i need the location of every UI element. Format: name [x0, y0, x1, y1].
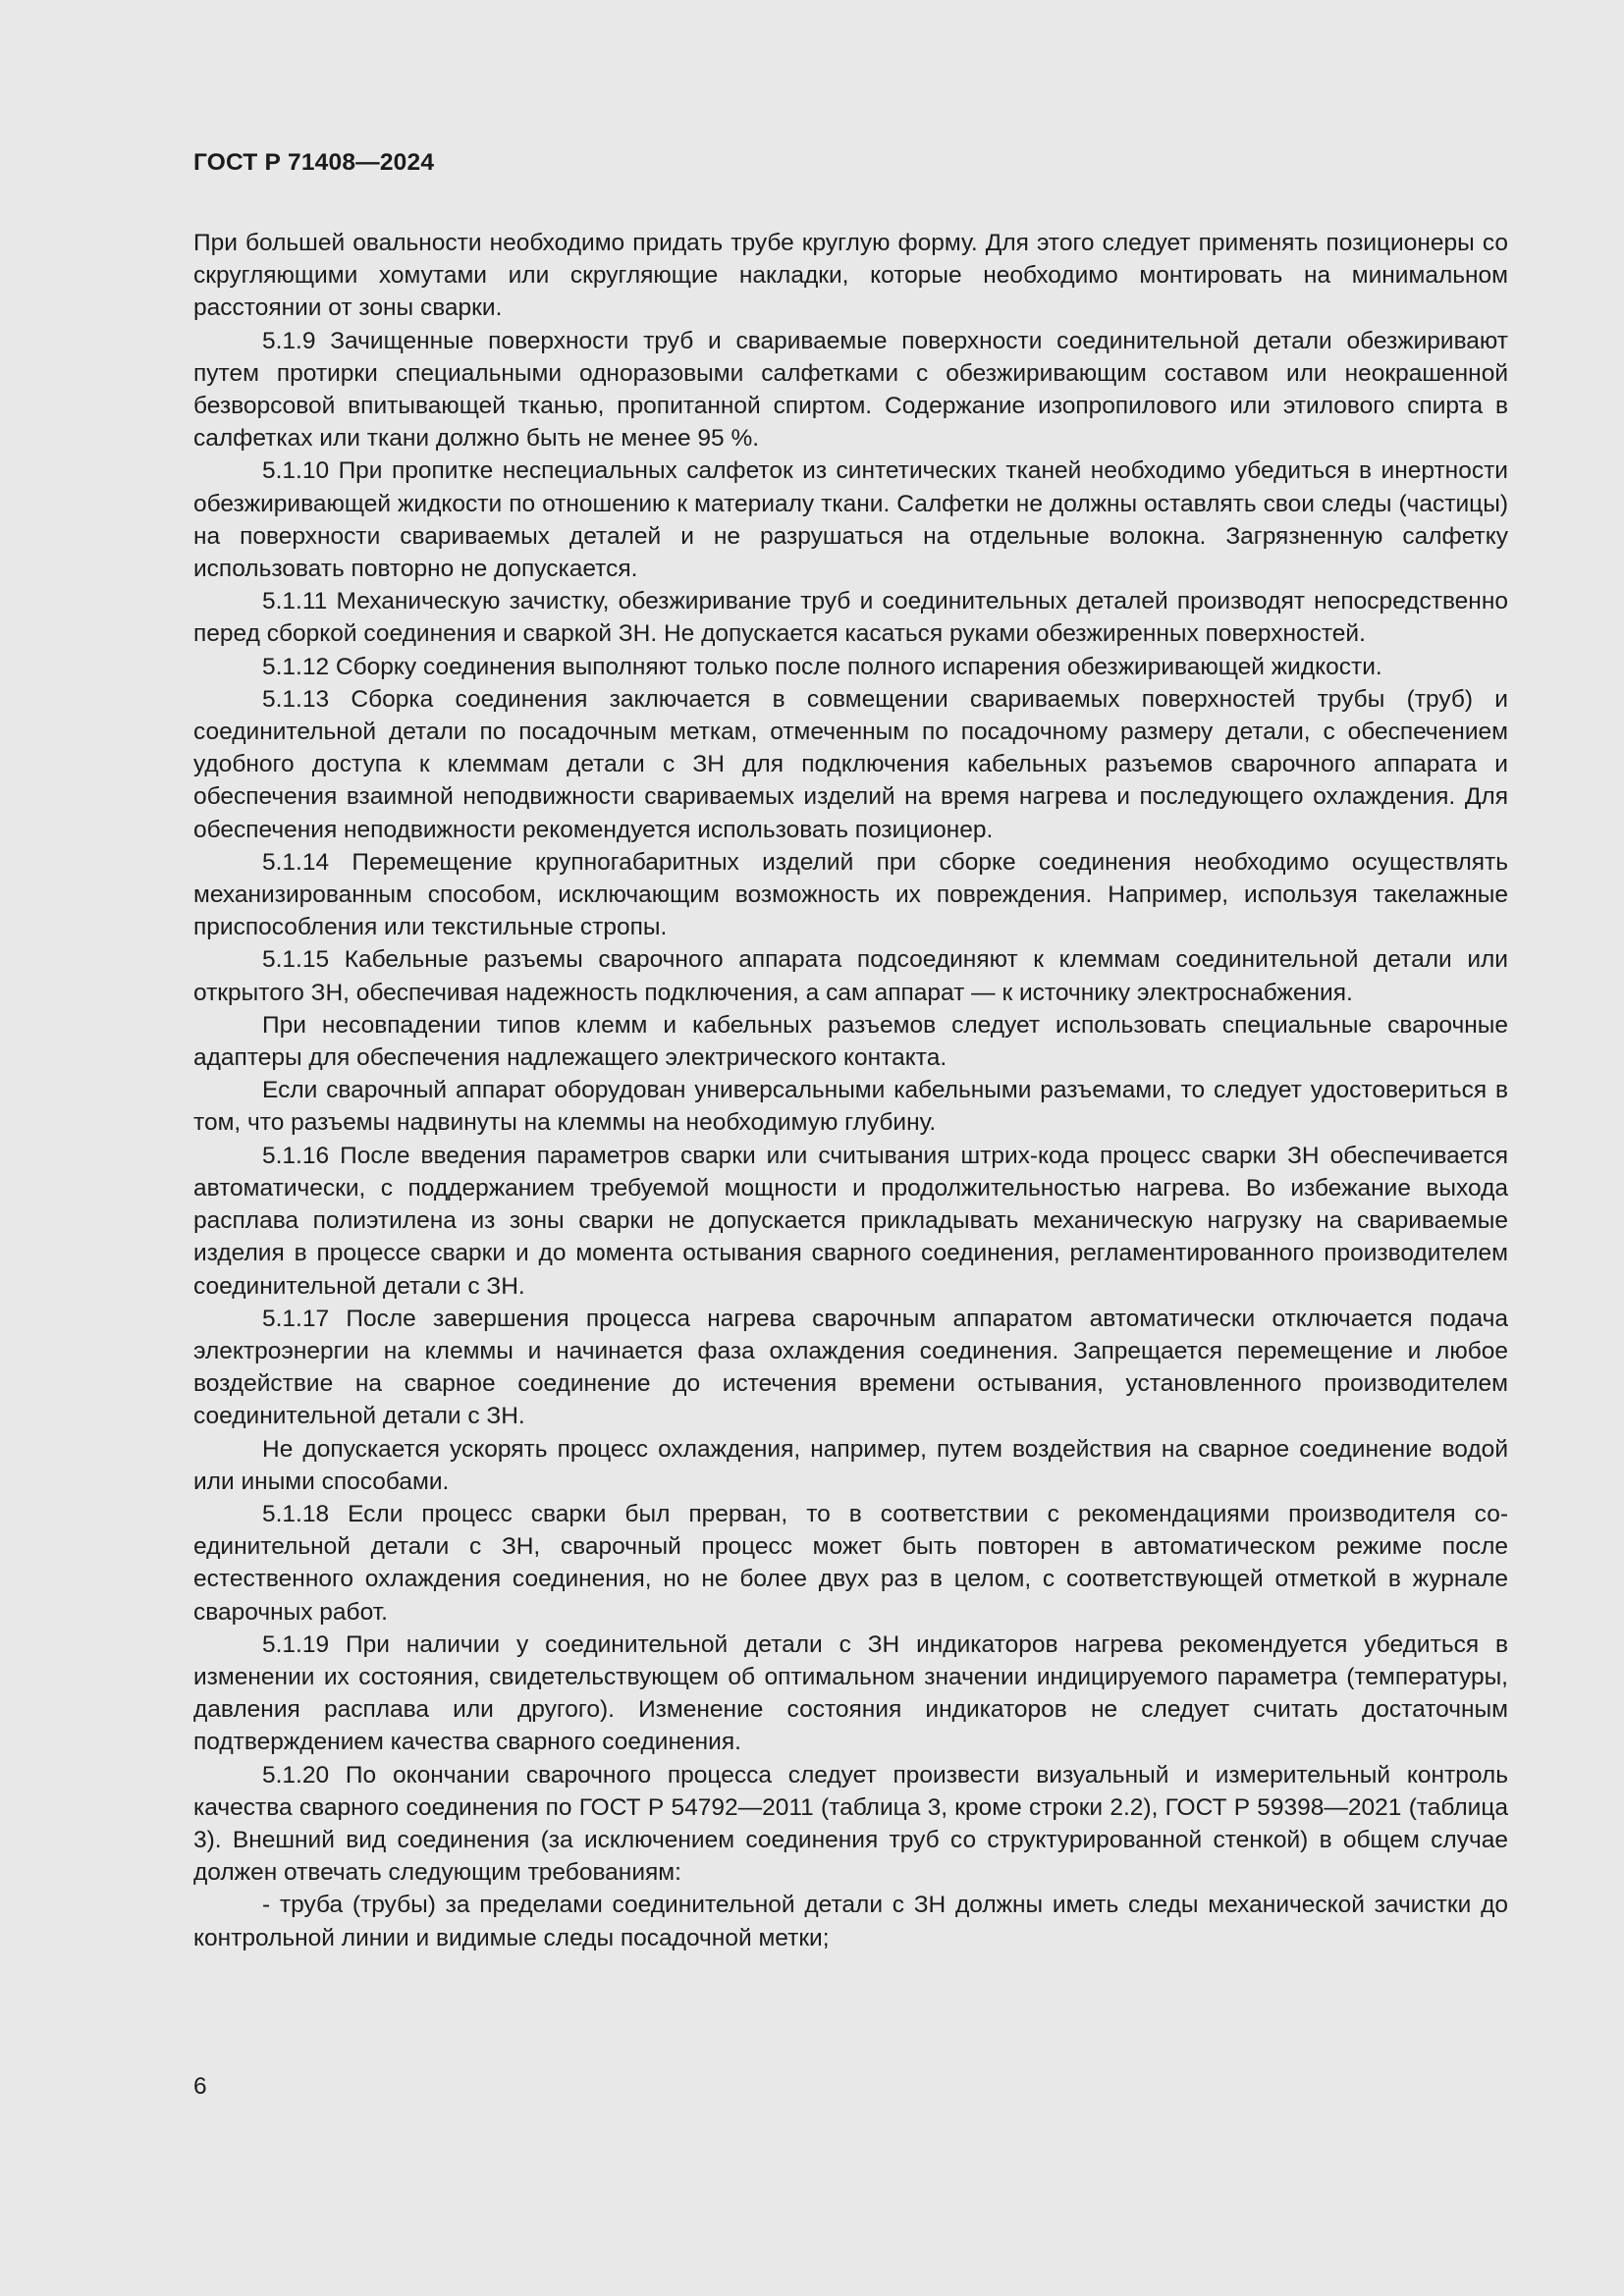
- paragraph-5-1-13: 5.1.13 Сборка соединения заключается в совмещении свариваемых поверхностей трубы (труб) и соединительной детали по посадочным меткам, отмеченным по посадочному размеру детали, с обеспечением удобного доступа к клеммам детали с ЗН для подключения кабельных разъемов сварочного аппарата и обеспечения взаимной неподвижности свариваемых изделий на время нагрева и последующего охлаждения. Для обеспечения неподвижности рекомендуется использовать позиционер.: [193, 685, 1508, 843]
- paragraph-5-1-12: 5.1.12 Сборку соединения выполняют только после полного испарения обезжиривающей жидкости.: [262, 653, 1382, 680]
- list-item: - труба (трубы) за пределами соединительной детали с ЗН должны иметь следы механической зачистки до контрольной линии и видимые следы посадочной метки;: [193, 1892, 1508, 1951]
- page-number: 6: [193, 2073, 207, 2100]
- paragraph-5-1-15: 5.1.15 Кабельные разъемы сварочного аппарата подсоединяют к клеммам соединительной детали или открытого ЗН, обеспечивая надежность подключения, а сам аппарат — к источнику электроснабжения.: [193, 946, 1508, 1006]
- paragraph-5-1-15-universal: Если сварочный аппарат оборудован универсальными кабельными разъемами, то следует удостовериться в том, что разъемы надвинуты на клеммы на необходимую глубину.: [193, 1077, 1508, 1137]
- paragraph-5-1-16: 5.1.16 После введения параметров сварки или считывания штрих-кода процесс сварки ЗН обеспечивается автоматически, с поддержанием требуемой мощности и продолжительностью нагрева. Во избежание выхода расплава полиэтилена из зоны сварки не допускается прикладывать механическую нагрузку на свариваемые изделия в процессе сварки и до момента остывания сварного соединения, регламентированного производителем соединительной детали с ЗН.: [193, 1142, 1508, 1300]
- paragraph-5-1-20: 5.1.20 По окончании сварочного процесса следует произвести визуальный и измерительный контроль качества сварного соединения по ГОСТ Р 54792—2011 (таблица 3, кроме строки 2.2), ГОСТ Р 59398—2021 (таблица 3). Внешний вид соединения (за исключением соединения труб со структурированной стенкой) в общем случае должен отвечать следующим требованиям:: [193, 1761, 1508, 1887]
- paragraph-5-1-18: 5.1.18 Если процесс сварки был прерван, то в соответствии с рекомендациями производителя соединительной детали с ЗН, сварочный процесс может быть повторен в автоматическом режиме после естественного охлаждения соединения, но не более двух раз в целом, с соответствующей отметкой в журнале сварочных работ.: [193, 1500, 1508, 1626]
- paragraph-5-1-17: 5.1.17 После завершения процесса нагрева сварочным аппаратом автоматически отключается подача электроэнергии на клеммы и начинается фаза охлаждения соединения. Запрещается перемещение и любое воздействие на сварное соединение до истечения времени остывания, установленного производителем соединительной детали с ЗН.: [193, 1305, 1508, 1430]
- paragraph-continuation: При большей овальности необходимо придать трубе круглую форму. Для этого следует применять позиционеры со скругляющими хомутами или скругляющие накладки, которые необходимо монтировать на минимальном расстоянии от зоны сварки.: [193, 230, 1508, 322]
- paragraph-5-1-14: 5.1.14 Перемещение крупногабаритных изделий при сборке соединения необходимо осуществлять механизированным способом, исключающим возможность их повреждения. Например, используя такелажные приспособления или текстильные стропы.: [193, 848, 1508, 941]
- paragraph-5-1-19: 5.1.19 При наличии у соединительной детали с ЗН индикаторов нагрева рекомендуется убедиться в изменении их состояния, свидетельствующем об оптимальном значении индицируемого параметра (температуры, давления расплава или другого). Изменение состояния индикаторов не следует считать достаточным подтверждением качества сварного соединения.: [193, 1630, 1508, 1756]
- paragraph-5-1-9: 5.1.9 Зачищенные поверхности труб и свариваемые поверхности соединительной детали обезжиривают путем протирки специальными одноразовыми салфетками с обезжиривающим составом или неокрашенной безворсовой впитывающей тканью, пропитанной спиртом. Содержание изопропилового или этилового спирта в салфетках или ткани должно быть не менее 95 %.: [193, 327, 1508, 453]
- document-body: [193, 227, 1508, 1954]
- paragraph-5-1-15-adapters: При несовпадении типов клемм и кабельных разъемов следует использовать специальные сварочные адаптеры для обеспечения надлежащего электрического контакта.: [193, 1011, 1508, 1072]
- paragraph-5-1-11: 5.1.11 Механическую зачистку, обезжиривание труб и соединительных деталей производят непосредственно перед сборкой соединения и сваркой ЗН. Не допускается касаться руками обезжиренных поверхностей.: [193, 588, 1508, 648]
- paragraph-5-1-17-cooling: Не допускается ускорять процесс охлаждения, например, путем воздействия на сварное соединение водой или иными способами.: [193, 1435, 1508, 1495]
- paragraph-5-1-10: 5.1.10 При пропитке неспециальных салфеток из синтетических тканей необходимо убедиться в инертности обезжиривающей жидкости по отношению к материалу ткани. Салфетки не должны оставлять свои следы (частицы) на поверхности свариваемых деталей и не разрушаться на отдельные волокна. Загрязненную салфетку использовать повторно не допускается.: [193, 457, 1508, 583]
- document-header: ГОСТ Р 71408—2024: [193, 149, 435, 176]
